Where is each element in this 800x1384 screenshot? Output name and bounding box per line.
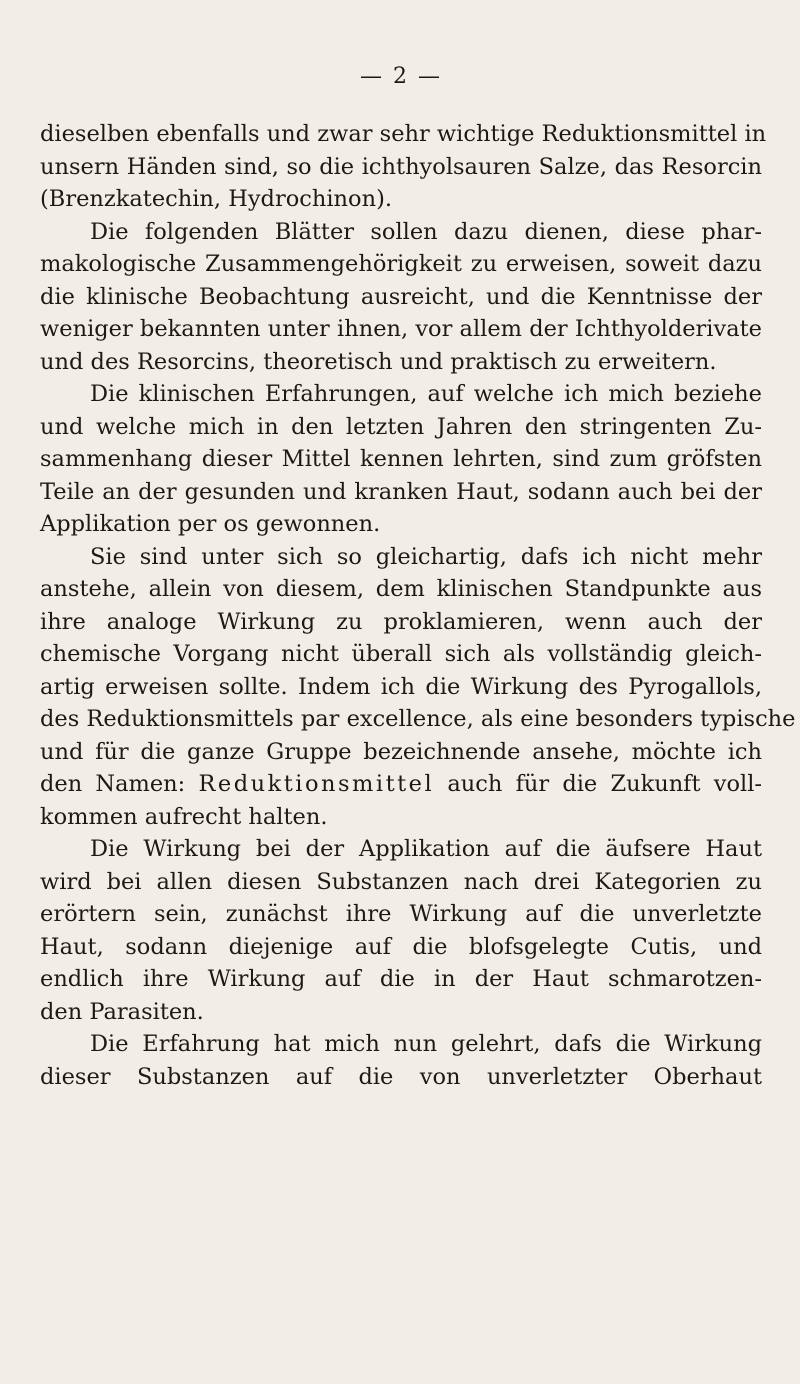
text-line: den Parasiten. bbox=[40, 998, 204, 1025]
paragraph-4 bbox=[40, 541, 796, 834]
text-body bbox=[40, 118, 796, 1093]
paragraph-3 bbox=[40, 378, 762, 541]
text-line: und welche mich in den letzten Jahren den stringenten Zu- bbox=[40, 413, 762, 440]
paragraph-6 bbox=[40, 1028, 762, 1093]
text-line: die klinische Beobachtung ausreicht, und die Kenntnisse der bbox=[40, 283, 762, 310]
text-line: kommen aufrecht halten. bbox=[40, 803, 328, 830]
text-line: wird bei allen diesen Substanzen nach drei Kategorien zu bbox=[40, 868, 762, 895]
text-line: makologische Zusammengehörigkeit zu erweisen, soweit dazu bbox=[40, 251, 762, 277]
paragraph-1 bbox=[40, 118, 767, 216]
text-line: Haut, sodann diejenige auf die blofsgelegte Cutis, und bbox=[40, 933, 762, 960]
text-line: Die Wirkung bei der Applikation auf die äufsere Haut bbox=[90, 836, 762, 862]
text-line: endlich ihre Wirkung auf die in der Haut schmarotzen- bbox=[40, 966, 762, 992]
text-line: Teile an der gesunden und kranken Haut, sodann auch bei der bbox=[40, 478, 762, 505]
paragraph-5 bbox=[40, 833, 762, 1028]
page-number: — 2 — bbox=[360, 64, 442, 89]
text-line: des Reduktionsmittels par excellence, als eine besonders typische bbox=[40, 706, 796, 732]
text-line: unsern Händen sind, so die ichthyolsauren Salze, das Resorcin bbox=[40, 153, 762, 180]
text-line: Die folgenden Blätter sollen dazu dienen, diese phar- bbox=[90, 218, 762, 245]
paragraph-2 bbox=[40, 216, 762, 379]
text-line: ihre analoge Wirkung zu proklamieren, wenn auch der bbox=[40, 608, 762, 635]
text-line: Applikation per os gewonnen. bbox=[40, 511, 381, 537]
text-line: erörtern sein, zunächst ihre Wirkung auf die unverletzte bbox=[40, 901, 762, 927]
text-line: artig erweisen sollte. Indem ich die Wirkung des Pyrogallols, bbox=[40, 673, 762, 700]
text-line-with-spaced-term: den Namen: Reduktionsmittel auch für die Zukunft voll- bbox=[40, 771, 763, 797]
text-line: dieser Substanzen auf die von unverletzter Oberhaut bbox=[40, 1063, 762, 1090]
text-line: sammenhang dieser Mittel kennen lehrten, sind zum gröfsten bbox=[40, 446, 762, 472]
text-line: chemische Vorgang nicht überall sich als vollständig gleich- bbox=[40, 641, 762, 667]
text-line: und des Resorcins, theoretisch und praktisch zu erweitern. bbox=[40, 348, 717, 375]
text-line: und für die ganze Gruppe bezeichnende ansehe, möchte ich bbox=[40, 738, 762, 765]
text-line: Die Erfahrung hat mich nun gelehrt, dafs die Wirkung bbox=[90, 1031, 762, 1057]
text-line: (Brenzkatechin, Hydrochinon). bbox=[40, 186, 393, 212]
text-line: anstehe, allein von diesem, dem klinischen Standpunkte aus bbox=[40, 576, 762, 602]
text-line: Sie sind unter sich so gleichartig, dafs ich nicht mehr bbox=[90, 543, 762, 570]
text-line: weniger bekannten unter ihnen, vor allem der Ichthyolderivate bbox=[40, 316, 762, 342]
spaced-term: Reduktionsmittel bbox=[198, 771, 435, 797]
text-line: Die klinischen Erfahrungen, auf welche ich mich beziehe bbox=[90, 381, 762, 407]
text-line: dieselben ebenfalls und zwar sehr wichtige Reduktionsmittel in bbox=[40, 121, 767, 147]
